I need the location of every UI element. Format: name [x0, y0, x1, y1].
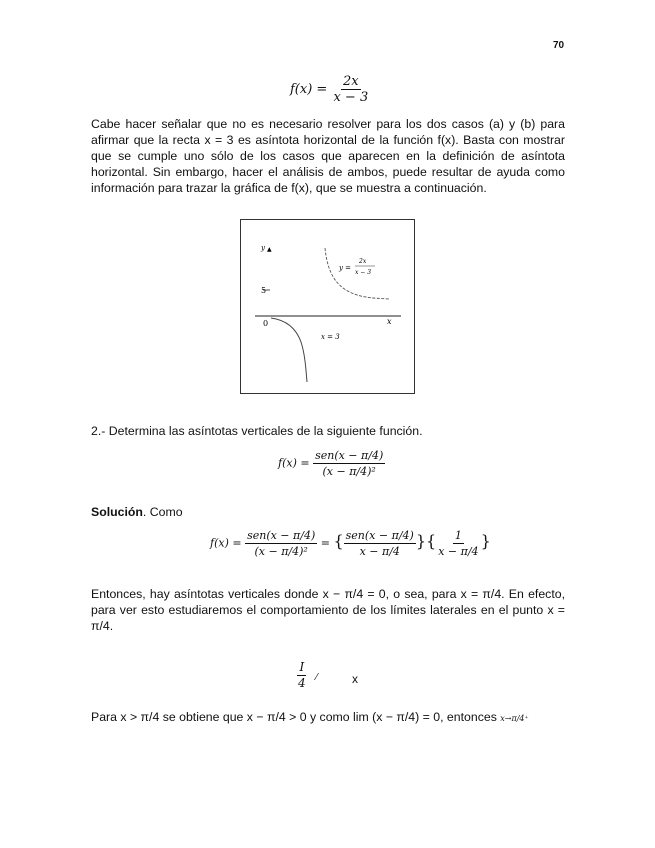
eq1-fraction: [331, 74, 370, 105]
eq2-numerator: sen(x − π/4): [315, 449, 384, 462]
y-axis-arrow-icon: ▲: [267, 246, 272, 253]
curve-label-den: x − 3: [355, 269, 372, 276]
eq3-equals: =: [320, 536, 330, 550]
paragraph-asintotas-verticales: Entonces, hay asíntotas verticales donde x − π/4 = 0, o sea, para x = π/4. En efecto, para ver esto estudiaremos el comportamiento de los límites laterales en el punto x = π/4.: [91, 587, 565, 633]
solution-bold: Solución: [91, 505, 143, 519]
graph-figure: [240, 219, 415, 394]
paragraph-asintota-horizontal: Cabe hacer señalar que no es necesario resolver para los dos casos (a) y (b) para afirmar que la recta x = 3 es asíntota horizontal de la función f(x). Basta con mostrar que se cumple uno sólo de los casos que aparecen en la definición de asíntota horizontal. Sin embargo, hacer el análisis de ambos, puede resultar de ayuda como información para trazar la gráfica de f(x), que se muestra a continuación.: [91, 117, 565, 195]
curve-label-lhs: y =: [339, 264, 352, 272]
eq1-lhs: f(x) =: [290, 82, 328, 97]
x-axis-label: x: [387, 317, 392, 326]
eq3-num3: 1: [454, 529, 462, 542]
eq1-numerator: 2x: [343, 74, 359, 89]
lone-tick: ⁄: [316, 672, 318, 683]
eq3-den2: x − π/4: [359, 545, 400, 558]
page-number: 70: [553, 40, 565, 51]
lone-fraction: [296, 660, 308, 691]
equation-2: [278, 448, 385, 479]
tick-5-label: 5: [261, 286, 267, 295]
curve-label-num: 2x: [359, 258, 367, 265]
equation-f-of-x: [290, 74, 370, 105]
solution-rest: . Como: [142, 505, 183, 519]
asymptote-label: x = 3: [321, 333, 340, 341]
graph-svg: [241, 220, 414, 393]
eq2-denominator: (x − π/4)²: [322, 465, 376, 478]
lone-frac: [296, 660, 308, 691]
eq2-lhs: f(x) =: [278, 456, 310, 470]
eq3-brace-close-2: }: [480, 531, 491, 551]
curve-lower-branch: [271, 318, 307, 382]
y-axis-label: y: [261, 244, 265, 252]
eq3-den1: (x − π/4)²: [254, 545, 308, 558]
eq2-fraction: [313, 448, 385, 479]
lone-den: 4: [298, 676, 306, 690]
eq3-brace-close: }: [415, 531, 427, 551]
eq3-num1: sen(x − π/4): [247, 529, 316, 542]
lone-num: I: [299, 660, 305, 674]
lone-x: x: [352, 672, 358, 686]
equation-3: [210, 528, 491, 559]
origin-label: 0: [263, 319, 269, 328]
eq3-num2: sen(x − π/4): [345, 529, 414, 542]
paragraph-limite: [91, 710, 529, 724]
eq3-fraction-3: [436, 528, 480, 559]
para3-subscript: x→π/4⁺: [500, 714, 529, 723]
eq3-brace-open: {: [333, 531, 344, 551]
eq1-denominator: x − 3: [333, 90, 369, 105]
para3-text: Para x > π/4 se obtiene que x − π/4 > 0 y como lim (x − π/4) = 0, entonces: [91, 710, 497, 724]
eq3-brace-open-2: {: [426, 531, 437, 551]
eq3-den3: x − π/4: [438, 545, 479, 558]
eq3-fraction-1: [245, 528, 317, 559]
eq3-lhs: f(x) =: [210, 536, 242, 550]
eq3-fraction-2: [344, 528, 416, 559]
solution-heading: [91, 505, 183, 519]
question-2: 2.- Determina las asíntotas verticales de la siguiente función.: [91, 424, 423, 438]
